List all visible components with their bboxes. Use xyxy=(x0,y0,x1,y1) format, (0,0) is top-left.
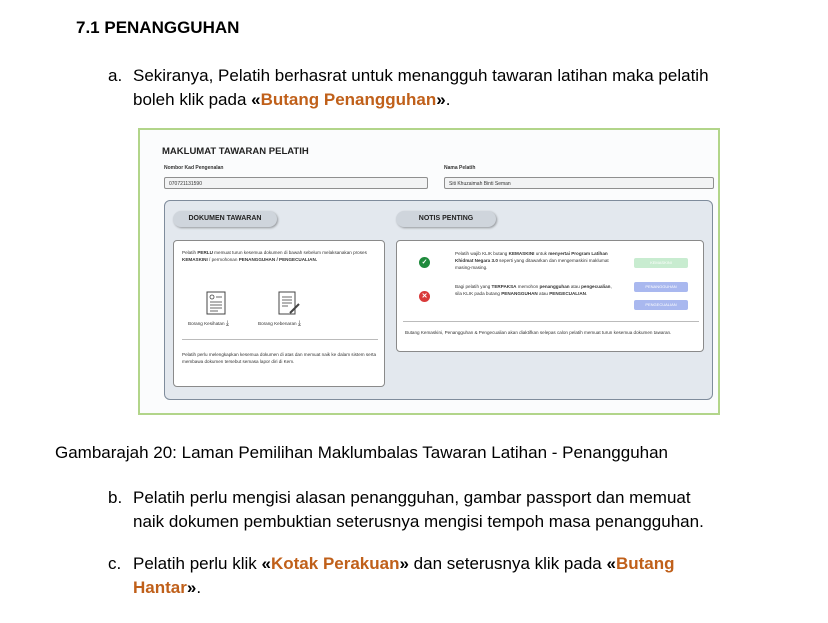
borang-kebenaran-icon[interactable] xyxy=(278,291,300,315)
notice2-bold5: PENGECUALIAN xyxy=(549,291,586,296)
doc-text-bold1: PERLU xyxy=(197,250,213,255)
dokumen-footer: Pelatih perlu melengkapkan kesemua dokumen di atas dan memuat naik ke dalam sistem serta membawa dokumen tersebut semasa lapor diri di Kem. xyxy=(182,352,377,364)
kotak-perakuan-text: Kotak Perakuan xyxy=(270,554,400,573)
item-a-label: a. xyxy=(108,66,123,85)
item-b-label: b. xyxy=(108,488,123,507)
quote-open: « xyxy=(261,554,271,573)
section-heading: 7.1 PENANGGUHAN xyxy=(76,18,240,37)
item-a-line2 xyxy=(133,88,813,112)
borang-kesihatan-icon[interactable] xyxy=(206,291,226,315)
borang-kebenaran-link[interactable] xyxy=(258,320,301,327)
penangguhan-button[interactable]: PENANGGUHAN xyxy=(634,282,688,292)
item-a-line1: Sekiranya, Pelatih berhasrat untuk menangguh tawaran latihan maka pelatih xyxy=(133,66,709,85)
notice1-pre: Pelatih wajib KLIK butang xyxy=(455,251,509,256)
name-label: Nama Pelatih xyxy=(444,165,476,171)
tab-notis-penting[interactable]: NOTIS PENTING xyxy=(396,211,496,227)
figure-caption: Gambarajah 20: Laman Pemilihan Maklumbalas Tawaran Latihan - Penangguhan xyxy=(55,443,669,462)
doc-text-2: memuat turun kesemua dokumen di bawah sebelum melaksanakan proses xyxy=(212,250,367,255)
item-a xyxy=(108,64,813,112)
quote-open: « xyxy=(251,90,261,109)
content-panel xyxy=(164,200,713,400)
notis-kemaskini-text xyxy=(455,250,615,271)
download-icon: ⤓ xyxy=(297,320,301,327)
ic-label: Nombor Kad Pengenalan xyxy=(164,165,224,171)
item-c-pre: Pelatih perlu klik xyxy=(133,554,262,573)
notice1-bold2: menyertai Program Latihan Khidmat Negara 3.0 xyxy=(455,251,608,263)
notice2-bold2: penangguhan xyxy=(539,284,570,289)
item-b xyxy=(108,486,813,534)
item-c-line2 xyxy=(133,576,813,600)
notis-footer: Butang Kemaskini, Penangguhan & Pengecualian akan diaktifkan selepas calon pelatih memuat turun kesemua dokumen tawaran. xyxy=(405,330,672,335)
item-c-line1 xyxy=(133,552,813,576)
doc-text-3: / permohonan xyxy=(207,257,239,262)
notice1-bold1: KEMASKINI xyxy=(508,251,535,256)
divider xyxy=(182,339,378,340)
borang-kebenaran-label: Borang Kebenaran xyxy=(258,321,297,326)
name-field[interactable]: Siti Khuzaimah Binti Seman xyxy=(444,177,714,189)
dokumen-instructions xyxy=(182,249,378,263)
pengecualian-button[interactable]: PENGECUALIAN xyxy=(634,300,688,310)
notice2-mid4: atau xyxy=(537,291,550,296)
notis-penangguhan-text xyxy=(455,283,615,297)
quote-close: » xyxy=(399,554,409,573)
notice1-mid: untuk xyxy=(534,251,549,256)
quote-close: » xyxy=(436,90,446,109)
kemaskini-button[interactable]: KEMASKINI xyxy=(634,258,688,268)
item-b-line1: Pelatih perlu mengisi alasan penangguhan, gambar passport dan memuat xyxy=(133,488,691,507)
borang-kesihatan-link[interactable] xyxy=(188,320,229,327)
notice2-mid: memohon xyxy=(516,284,540,289)
item-c-label: c. xyxy=(108,554,122,573)
divider xyxy=(403,321,699,322)
figure-title: MAKLUMAT TAWARAN PELATIH xyxy=(162,146,309,157)
doc-text-1: Pelatih xyxy=(182,250,198,255)
doc-text-bold2: KEMASKINI xyxy=(182,257,208,262)
notice1-post: seperti yang ditawarkan dan mengemaskini maklumat masing-masing. xyxy=(455,258,609,270)
butang-text: Butang xyxy=(615,554,675,573)
cross-icon: ✕ xyxy=(419,291,430,302)
item-a-line2-text: boleh klik pada xyxy=(133,90,252,109)
doc-text-bold3: PENANGGUHAN / PENGECUALIAN. xyxy=(238,257,318,262)
butang-penangguhan-text: Butang Penangguhan xyxy=(260,90,437,109)
ic-field[interactable]: 070721131590 xyxy=(164,177,428,189)
tab-dokumen-tawaran[interactable]: DOKUMEN TAWARAN xyxy=(173,211,277,227)
borang-kesihatan-label: Borang Kesihatan xyxy=(188,321,225,326)
notice2-end: . xyxy=(586,291,588,296)
quote-close: » xyxy=(186,578,197,597)
check-icon: ✓ xyxy=(419,257,430,268)
notice2-pre: Bagi pelatih yang xyxy=(455,284,492,289)
item-c-end: . xyxy=(196,578,202,597)
item-c-mid: dan seterusnya klik pada xyxy=(408,554,607,573)
notice2-bold3: pengecualian xyxy=(581,284,611,289)
item-c xyxy=(108,552,813,600)
notice2-mid2: atau xyxy=(569,284,582,289)
screenshot-figure xyxy=(138,128,720,415)
notice2-mid3: , sila KLIK pada butang xyxy=(455,284,612,296)
item-b-line2: naik dokumen pembuktian seterusnya mengisi tempoh masa penangguhan. xyxy=(133,512,704,531)
notice2-bold4: PENANGGUHAN xyxy=(501,291,538,296)
notice2-bold1: TERPAKSA xyxy=(491,284,517,289)
notis-card xyxy=(396,240,704,352)
hantar-text: Hantar xyxy=(133,578,187,597)
dokumen-card xyxy=(173,240,385,387)
quote-open: « xyxy=(606,554,616,573)
download-icon: ⤓ xyxy=(225,320,229,327)
item-a-end: . xyxy=(445,90,451,109)
